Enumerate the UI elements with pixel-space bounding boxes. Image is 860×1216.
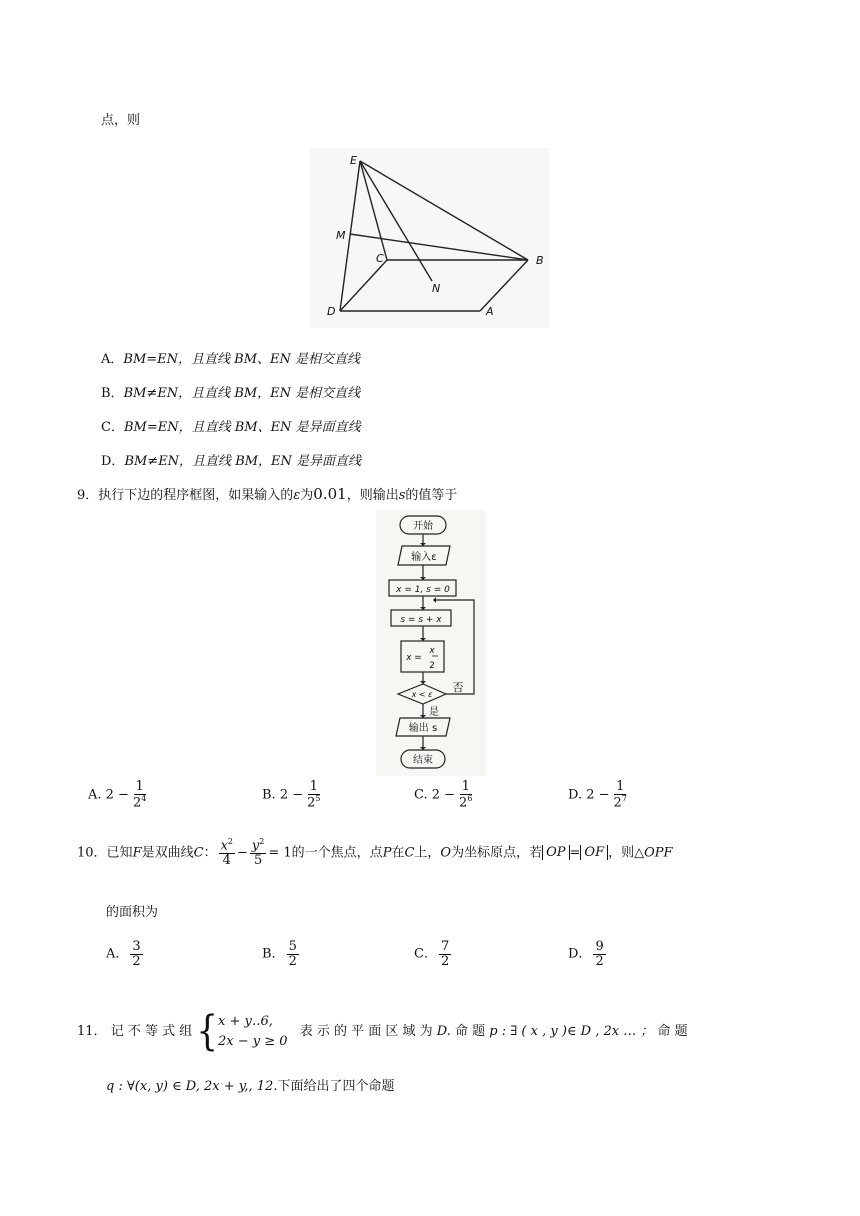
- q9-stem: [77, 484, 457, 503]
- option-letter: C.: [414, 787, 432, 803]
- stem-text: 是双曲线: [141, 845, 194, 861]
- option-fraction: [131, 780, 148, 810]
- fraction-numerator: 9: [595, 939, 604, 954]
- stem-text: .下面给出了四个命题: [273, 1079, 395, 1094]
- question-number: 9．: [77, 488, 99, 503]
- q8-option-d: [101, 450, 361, 469]
- q9-option-a: [88, 780, 150, 810]
- flow-start-text: 开始: [413, 521, 433, 532]
- q8-option-b: [101, 382, 360, 401]
- q10-option-c: [414, 940, 453, 968]
- fraction-denominator: 2: [132, 953, 141, 969]
- option-letter: B.: [262, 787, 280, 803]
- line-EN: [360, 161, 432, 281]
- option-fraction: [439, 940, 451, 968]
- flowchart-svg: [376, 510, 486, 776]
- denominator-exponent: 4: [141, 793, 147, 803]
- equals-one: = 1: [268, 845, 292, 861]
- option-fraction: [287, 940, 299, 968]
- flow-condition-text: x < ε: [411, 690, 433, 699]
- fraction-denominator: [305, 795, 322, 810]
- option-base: 2 −: [431, 787, 456, 803]
- fraction-numerator: 1: [309, 779, 318, 794]
- stem-text: 在: [391, 845, 405, 861]
- q9-option-d: [568, 780, 631, 810]
- option-letter: B．: [262, 946, 285, 962]
- label-A: A: [486, 305, 494, 318]
- flow-update-s-text: s = s + x: [400, 615, 442, 625]
- symbol-F: F: [132, 845, 142, 861]
- stem-text: ：: [203, 845, 217, 861]
- label-B: B: [536, 254, 544, 267]
- flow-input-text: 输入ε: [411, 552, 437, 563]
- q11-stem: [77, 1007, 688, 1056]
- stem-text: 命 题: [657, 1024, 688, 1039]
- loop-back-line: [436, 600, 474, 694]
- y-var: y: [251, 838, 260, 854]
- q11-stem-line2: [106, 1075, 394, 1094]
- fraction-denominator: 2: [440, 953, 450, 969]
- option-letter: A.: [88, 787, 106, 803]
- option-fraction: [130, 940, 142, 968]
- denominator-base: 2: [307, 794, 316, 810]
- fraction-denominator: 2: [288, 953, 297, 969]
- question-number: 10．: [77, 845, 107, 861]
- flow-output-text: 输出 s: [408, 723, 438, 734]
- triangle-OPF: OPF: [644, 845, 673, 861]
- symbol-D: D.: [436, 1024, 451, 1039]
- denominator-exponent: 7: [621, 793, 627, 803]
- stem-text: 为: [300, 488, 314, 503]
- option-base: 2 −: [586, 787, 610, 803]
- flow-no-label: 否: [452, 681, 464, 694]
- stem-text: ，则输出: [346, 488, 399, 503]
- stem-text: 记 不 等 式 组: [110, 1024, 193, 1039]
- q9-option-c: [414, 780, 476, 810]
- fraction-denominator: [457, 795, 474, 810]
- stem-text: 执行下边的程序框图，如果输入的: [98, 488, 294, 503]
- question-number: 11．: [77, 1024, 107, 1039]
- label-E: E: [350, 154, 357, 167]
- s-symbol: s: [398, 488, 406, 503]
- q8-option-a: [101, 348, 360, 367]
- fraction-numerator: [219, 838, 235, 854]
- denominator-base: 2: [459, 794, 468, 810]
- fraction-numerator: 7: [440, 939, 450, 954]
- option-text: BM≠EN，且直线 BM，EN 是相交直线: [123, 386, 361, 401]
- stem-text: 的值等于: [405, 488, 458, 503]
- fraction-numerator: 5: [288, 939, 297, 954]
- option-fraction: [457, 780, 474, 810]
- label-C: C: [376, 252, 384, 265]
- epsilon-value: 0.01: [313, 485, 347, 503]
- edge-EB: [360, 161, 528, 260]
- q10-stem: [77, 838, 673, 868]
- q10-option-d: [568, 940, 608, 968]
- edge-DC: [340, 260, 387, 311]
- option-fraction: [612, 780, 629, 810]
- flow-update-x-lhs: x =: [406, 653, 422, 663]
- x2-over-4: [219, 838, 235, 868]
- symbol-P: P: [382, 845, 392, 861]
- edge-AB: [480, 260, 528, 311]
- option-letter: D．: [568, 946, 592, 962]
- symbol-C: C: [193, 845, 204, 861]
- stem-text: 的一个焦点，点: [291, 845, 383, 861]
- equals-sign: =: [569, 845, 581, 861]
- q8-option-c: [101, 416, 361, 435]
- epsilon-symbol: ε: [293, 488, 301, 503]
- y2-over-5: [250, 838, 266, 868]
- label-N: N: [432, 282, 441, 295]
- stem-text: ，则△: [608, 845, 645, 861]
- option-text: BM≠EN，且直线 BM，EN 是异面直线: [124, 454, 362, 469]
- fraction-numerator: 1: [461, 779, 470, 794]
- q10-option-a: [106, 940, 145, 968]
- system-row-1: x + y‥6,: [218, 1014, 273, 1029]
- proposition-p: p : ∃ ( x , y )∈ D , 2x … ；: [489, 1024, 654, 1039]
- minus-sign: −: [237, 845, 248, 861]
- fraction-denominator: 2: [595, 953, 604, 969]
- option-letter: D．: [101, 454, 125, 469]
- option-letter: A．: [106, 946, 129, 962]
- flowchart: [376, 510, 486, 776]
- x-var: x: [220, 838, 228, 854]
- flow-update-x-den: 2: [429, 661, 435, 671]
- label-D: D: [327, 305, 336, 318]
- stem-text: 上，: [414, 845, 441, 861]
- option-base: 2 −: [105, 787, 129, 803]
- stem-text: 为坐标原点，若: [451, 845, 543, 861]
- flow-end-text: 结束: [413, 755, 433, 766]
- symbol-O: O: [440, 845, 452, 861]
- option-letter: D.: [568, 787, 587, 803]
- fraction-denominator: 4: [222, 852, 231, 868]
- q8-tail: 点，则: [101, 113, 141, 128]
- option-text: BM=EN，且直线 BM、EN 是异面直线: [123, 420, 361, 435]
- q10-option-b: [262, 940, 301, 968]
- fraction-denominator: 5: [254, 852, 263, 868]
- square-exp: 2: [227, 837, 234, 846]
- system-brace: {: [196, 1007, 218, 1056]
- option-letter: B．: [101, 386, 124, 401]
- flow-init-text: x = 1, s = 0: [396, 585, 450, 595]
- option-base: 2 −: [279, 787, 304, 803]
- stem-text: 已知: [106, 845, 133, 861]
- stem-text: 表 示 的 平 面 区 域 为: [299, 1024, 433, 1039]
- fraction-denominator: [131, 795, 148, 810]
- flow-update-x-num: x: [429, 646, 435, 656]
- denominator-base: 2: [132, 794, 142, 810]
- q9-option-b: [262, 780, 325, 810]
- option-fraction: [305, 780, 322, 810]
- denominator-base: 2: [613, 794, 622, 810]
- option-text: BM=EN，且直线 BM、EN 是相交直线: [123, 352, 361, 367]
- abs-OF: OF: [580, 845, 608, 860]
- option-letter: C．: [101, 420, 124, 435]
- stem-text: 命 题: [455, 1024, 486, 1039]
- abs-OP: OP: [542, 845, 569, 860]
- option-letter: C．: [414, 946, 437, 962]
- symbol-C: C: [404, 845, 415, 861]
- geometry-figure-svg: [310, 148, 550, 328]
- label-M: M: [336, 229, 346, 242]
- fraction-numerator: 1: [616, 779, 625, 794]
- square-exp: 2: [259, 837, 265, 846]
- proposition-q: q : ∀(x, y) ∈ D, 2x + y,, 12: [106, 1079, 274, 1094]
- flow-yes-label: 是: [429, 707, 439, 718]
- option-fraction: [593, 940, 605, 968]
- fraction-numerator: [250, 838, 266, 854]
- inequality-system: [218, 1012, 288, 1051]
- q10-stem-line2: 的面积为: [106, 905, 159, 920]
- denominator-exponent: 6: [467, 793, 473, 803]
- denominator-exponent: 5: [315, 793, 321, 803]
- fraction-denominator: [612, 795, 629, 810]
- fraction-numerator: 1: [135, 779, 144, 794]
- geometry-figure: [310, 148, 550, 328]
- system-row-2: 2x − y ≥ 0: [218, 1033, 288, 1049]
- option-letter: A．: [101, 352, 124, 367]
- edge-EC: [360, 161, 387, 260]
- fraction-numerator: 3: [132, 939, 141, 954]
